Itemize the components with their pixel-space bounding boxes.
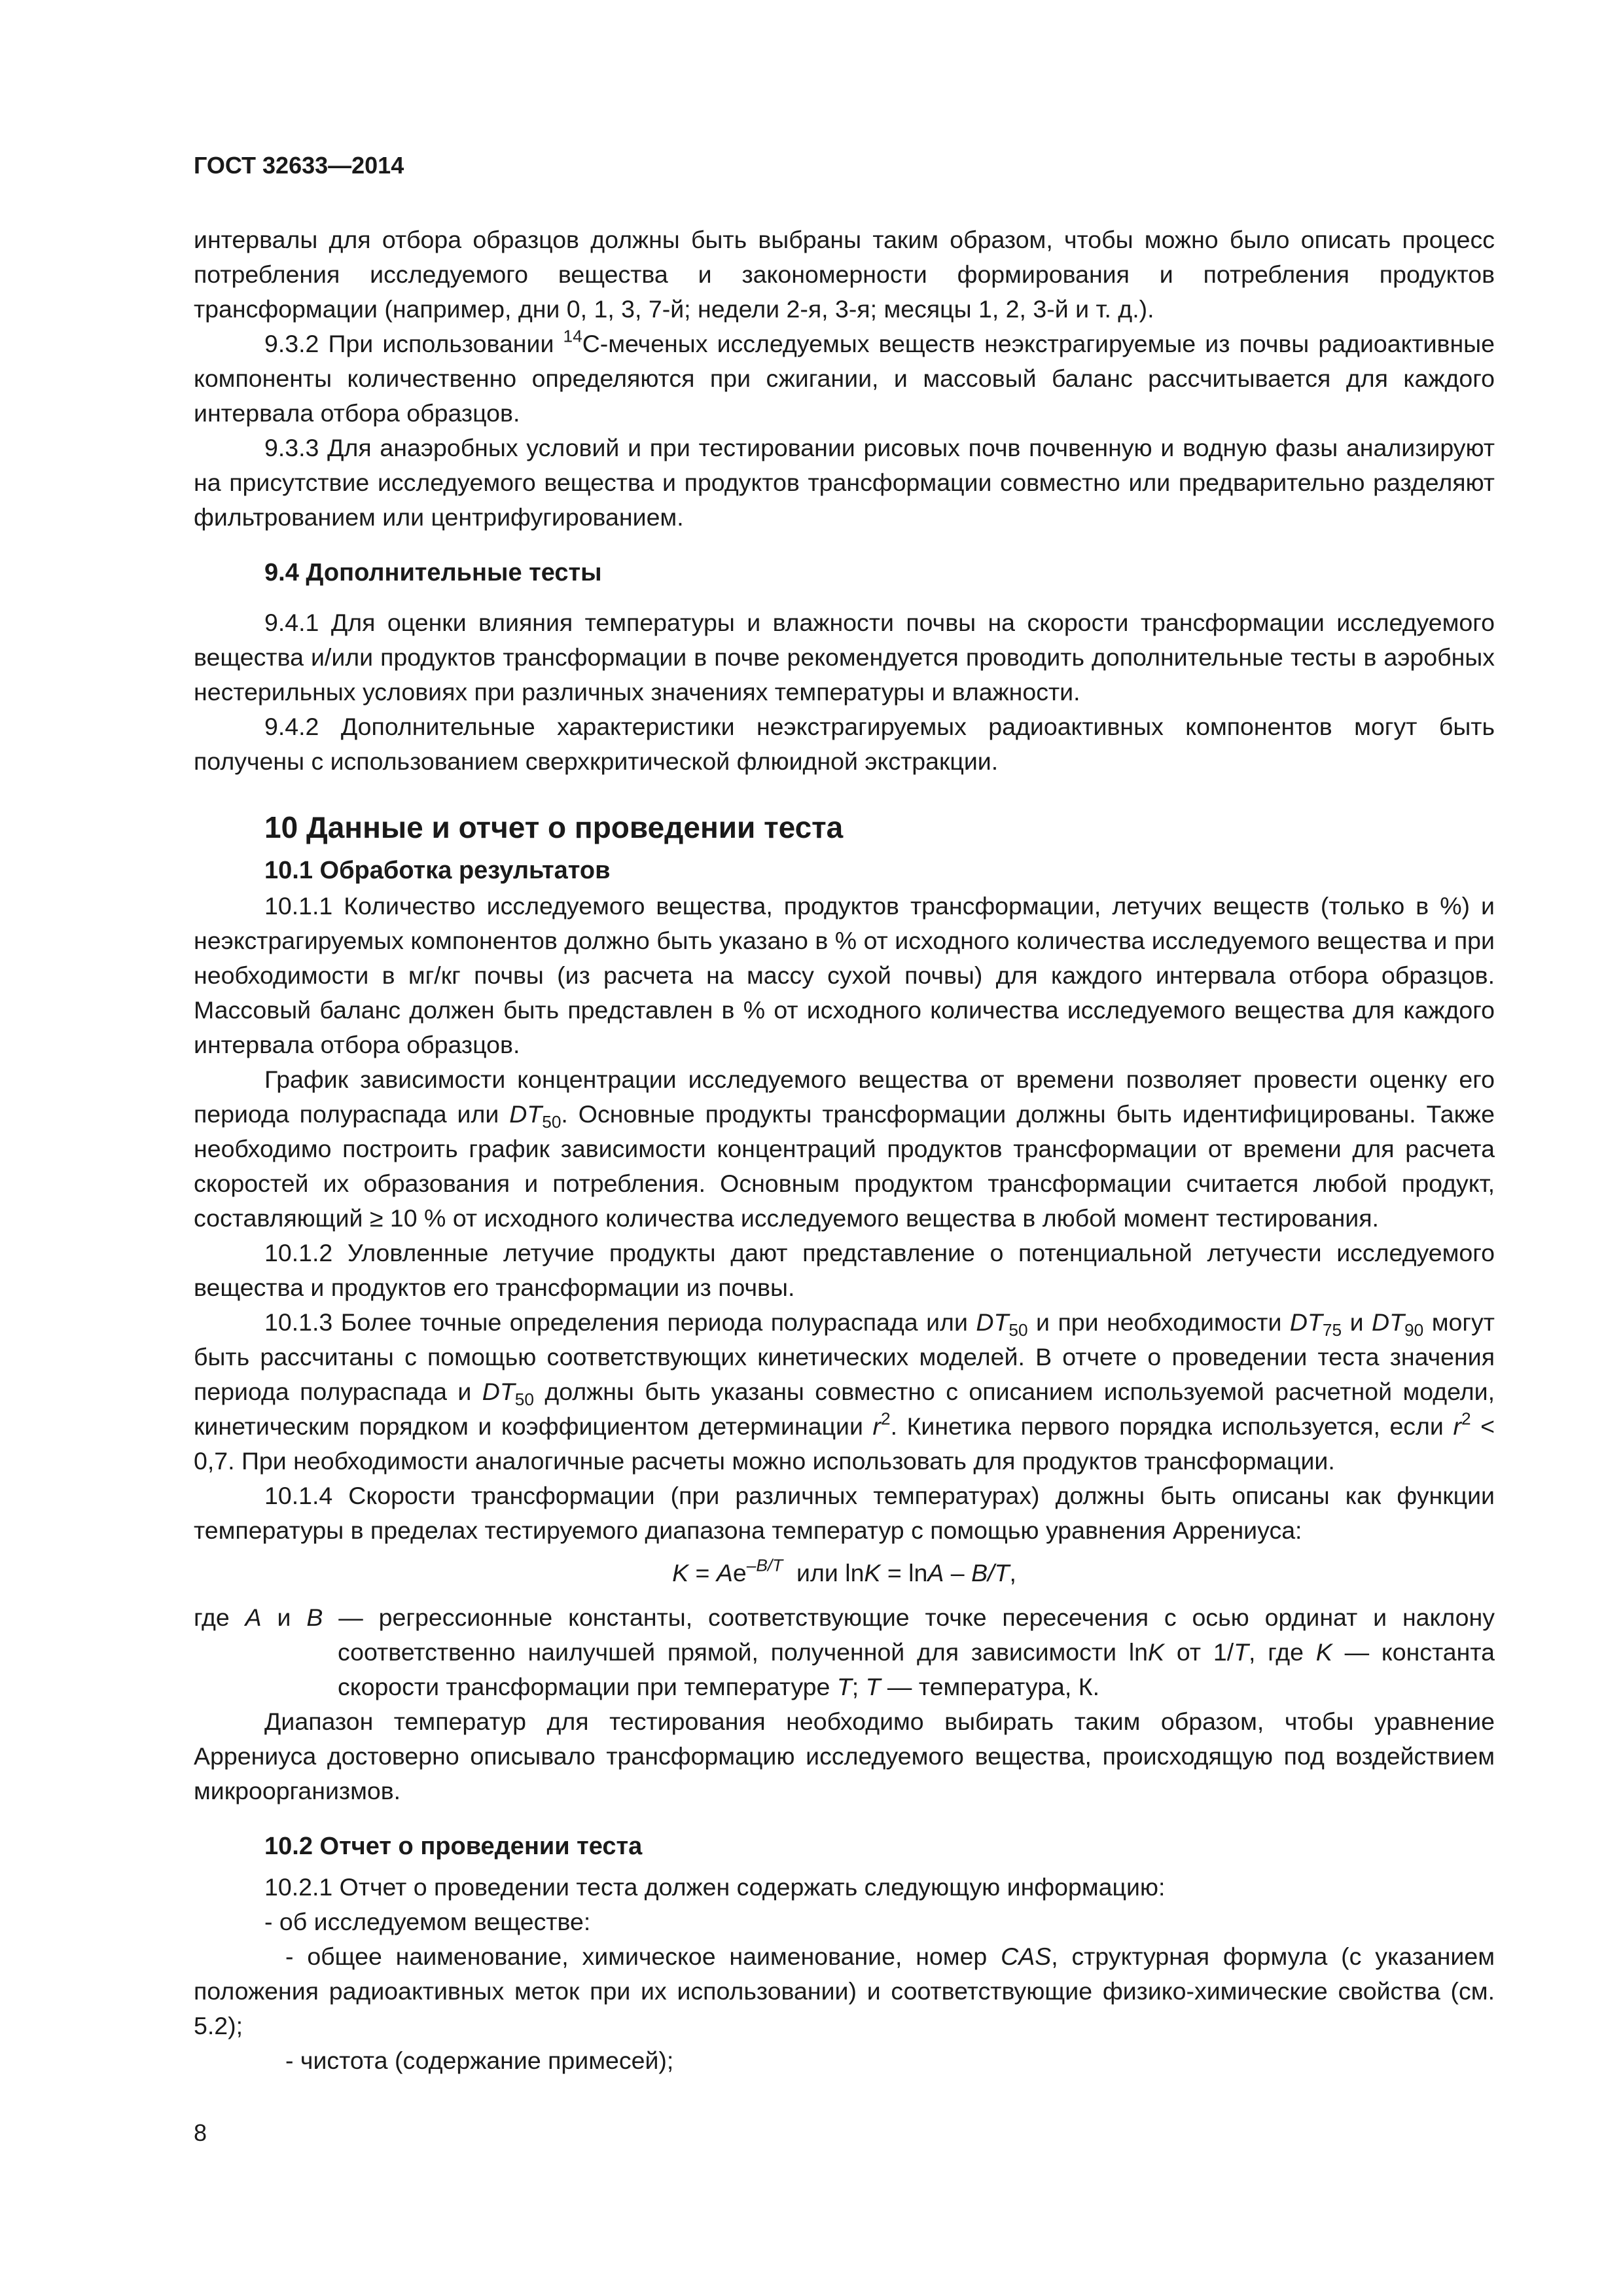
paragraph-10-1-1: 10.1.1 Количество исследуемого вещества, продуктов трансформации, летучих веществ (только в %) и неэкстрагируемых компонентов должно быть указано в % от исходного количества исследуемого вещества и при необходимости в мг/кг почвы (из расчета на массу сухой почвы) для каждого интервала отбора образцов. Массовый баланс должен быть представлен в % от исходного количества исследуемого вещества для каждого интервала отбора образцов. (194, 892, 1495, 1058)
heading-9-4: 9.4 Дополнительные тесты (264, 559, 602, 586)
heading-10: 10 Данные и отчет о проведении теста (264, 810, 844, 844)
document-body (194, 223, 1495, 2078)
paragraph-10-2-1: 10.2.1 Отчет о проведении теста должен содержать следующую информацию: (264, 1873, 1166, 1901)
paragraph-10-1-2: 10.1.2 Уловленные летучие продукты дают представление о потенциальной летучести исследуемого вещества и продуктов его трансформации из почвы. (194, 1239, 1495, 1301)
paragraph-10-1-3: 10.1.3 Более точные определения периода полураспада или $DT_{50}$ и при необходимости $DT_{75}$ и $DT_{90}$ могут быть рассчитаны с помощью соответствующих кинетических моделей. В отчете о проведении теста значения периода полураспада и $DT_{50}$ должны быть указаны совместно с описанием используемой расчетной модели, кинетическим порядком и коэффициентом детерминации $r^2$. Кинетика первого порядка используется, если $r^2 < 0,7$. При необходимости аналогичные расчеты можно использовать для продуктов трансформации. (194, 1308, 1495, 1475)
document-code: ГОСТ 32633—2014 (194, 152, 404, 179)
heading-10-1: 10.1 Обработка результатов (264, 857, 611, 884)
page-number: 8 (194, 2119, 207, 2146)
paragraph-9-4-2: 9.4.2 Дополнительные характеристики неэкстрагируемых радиоактивных компонентов могут быть получены с использованием сверхкритической флюидной экстракции. (194, 713, 1495, 775)
paragraph-9-3-2: 9.3.2 При использовании $^{14}$С-меченых исследуемых веществ неэкстрагируемые из почвы радиоактивные компоненты количественно определяются при сжигании, и массовый баланс рассчитывается для каждого интервала отбора образцов. (194, 326, 1495, 427)
paragraph-where: где A и B — регрессионные константы, соответствующие точке пересечения с осью ординат и наклону соответственно наилучшей прямой, полученной для зависимости lnK от 1/T, где K — константа скорости трансформации при температуре T; T — температура, К. (194, 1604, 1495, 1700)
paragraph-temperature-range: Диапазон температур для тестирования необходимо выбирать таким образом, чтобы уравнение Аррениуса достоверно описывало трансформацию исследуемого вещества, происходящую под воздействием микроорганизмов. (194, 1708, 1495, 1804)
paragraph-10-1-4: 10.1.4 Скорости трансформации (при различных температурах) должны быть описаны как функции температуры в пределах тестируемого диапазона температур с помощью уравнения Аррениуса: (194, 1482, 1495, 1544)
paragraph-intervals: интервалы для отбора образцов должны быть выбраны таким образом, чтобы можно было описать процесс потребления исследуемого вещества и закономерности формирования и потребления продуктов трансформации (например, дни 0, 1, 3, 7-й; недели 2-я, 3-я; месяцы 1, 2, 3-й и т. д.). (194, 226, 1495, 323)
list-item-purity: - чистота (содержание примесей); (285, 2047, 674, 2074)
paragraph-9-4-1: 9.4.1 Для оценки влияния температуры и влажности почвы на скорости трансформации исследуемого вещества и/или продуктов трансформации в почве рекомендуется проводить дополнительные тесты в аэробных нестерильных условиях при различных значениях температуры и влажности. (194, 609, 1495, 706)
paragraph-graph: График зависимости концентрации исследуемого вещества от времени позволяет провести оценку его периода полураспада или $DT_{50}$. Основные продукты трансформации должны быть идентифицированы. Также необходимо построить график зависимости концентраций продуктов трансформации от времени для расчета скоростей их образования и потребления. Основным продуктом трансформации считается любой продукт, составляющий ≥ 10 % от исходного количества исследуемого вещества в любой момент тестирования. (194, 1066, 1495, 1232)
heading-10-2: 10.2 Отчет о проведении теста (264, 1833, 643, 1860)
list-item-names: - общее наименование, химическое наименование, номер CAS, структурная формула (с указанием положения радиоактивных меток при их использовании) и соответствующие физико-химические свойства (см. 5.2); (194, 1943, 1495, 2039)
paragraph-9-3-3: 9.3.3 Для анаэробных условий и при тестировании рисовых почв почвенную и водную фазы анализируют на присутствие исследуемого вещества и продуктов трансформации совместно или предварительно разделяют фильтрованием или центрифугированием. (194, 434, 1495, 531)
list-item-substance: - об исследуемом веществе: (264, 1908, 591, 1935)
arrhenius-formula: $K = Ae^{-B/T}$ или lnK = lnA – B/T, (672, 1555, 1016, 1587)
